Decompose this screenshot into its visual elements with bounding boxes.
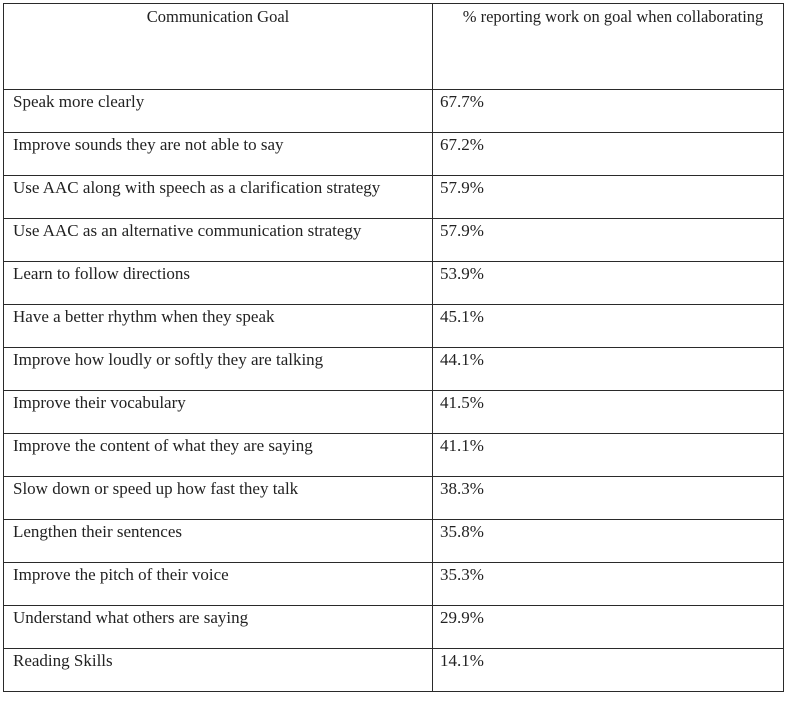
table-row: [4, 649, 784, 692]
percent-cell: 45.1%: [433, 305, 784, 348]
goal-cell: Speak more clearly: [4, 90, 433, 133]
percent-cell: 35.8%: [433, 520, 784, 563]
percent-cell: 67.2%: [433, 133, 784, 176]
percent-cell: 29.9%: [433, 606, 784, 649]
percent-cell: 35.3%: [433, 563, 784, 606]
goal-cell: Improve their vocabulary: [4, 391, 433, 434]
header-percent-reporting: % reporting work on goal when collaborating: [433, 4, 784, 90]
goal-cell: Use AAC along with speech as a clarification strategy: [4, 176, 433, 219]
percent-cell: 57.9%: [433, 176, 784, 219]
goal-cell: Reading Skills: [4, 649, 433, 692]
percent-cell: 57.9%: [433, 219, 784, 262]
table-row: [4, 520, 784, 563]
goal-cell: Improve the pitch of their voice: [4, 563, 433, 606]
table-header-row: [4, 4, 784, 90]
goal-cell: Improve how loudly or softly they are talking: [4, 348, 433, 391]
goal-cell: Lengthen their sentences: [4, 520, 433, 563]
percent-cell: 53.9%: [433, 262, 784, 305]
table-row: [4, 348, 784, 391]
goal-cell: Understand what others are saying: [4, 606, 433, 649]
table-row: [4, 133, 784, 176]
percent-cell: 41.1%: [433, 434, 784, 477]
goal-cell: Slow down or speed up how fast they talk: [4, 477, 433, 520]
goal-cell: Have a better rhythm when they speak: [4, 305, 433, 348]
table-row: [4, 434, 784, 477]
percent-cell: 44.1%: [433, 348, 784, 391]
percent-cell: 38.3%: [433, 477, 784, 520]
table-row: [4, 176, 784, 219]
table-row: [4, 391, 784, 434]
goal-cell: Improve sounds they are not able to say: [4, 133, 433, 176]
table-row: [4, 563, 784, 606]
percent-cell: 41.5%: [433, 391, 784, 434]
table-row: [4, 262, 784, 305]
header-communication-goal: Communication Goal: [4, 4, 433, 90]
table-row: [4, 606, 784, 649]
communication-goals-table: [3, 3, 784, 692]
percent-cell: 14.1%: [433, 649, 784, 692]
table-row: [4, 90, 784, 133]
table-row: [4, 219, 784, 262]
goal-cell: Improve the content of what they are saying: [4, 434, 433, 477]
percent-cell: 67.7%: [433, 90, 784, 133]
table-row: [4, 477, 784, 520]
table-row: [4, 305, 784, 348]
goal-cell: Use AAC as an alternative communication strategy: [4, 219, 433, 262]
goal-cell: Learn to follow directions: [4, 262, 433, 305]
